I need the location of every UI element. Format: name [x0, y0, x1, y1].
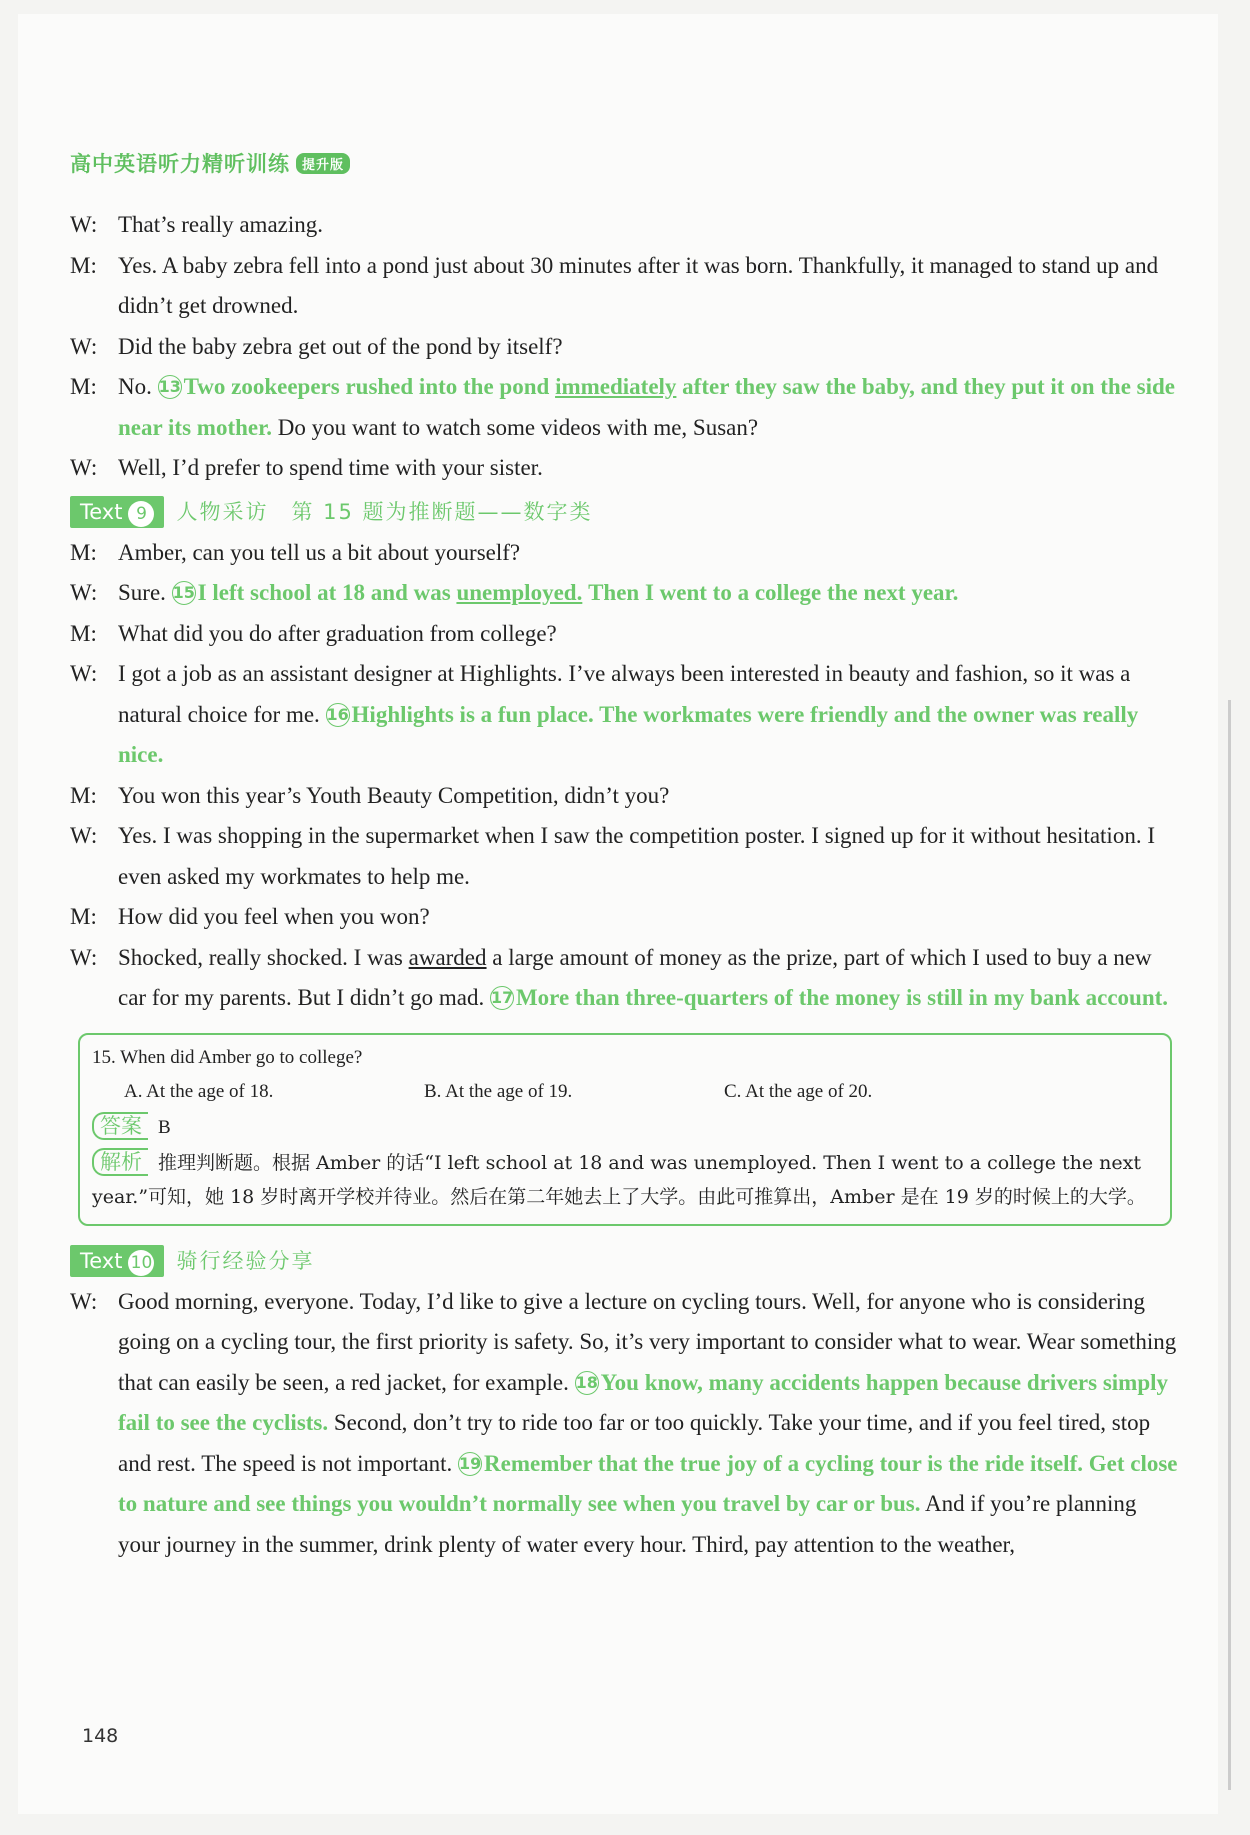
underlined-word: awarded — [408, 944, 487, 970]
dialog-line — [70, 654, 1180, 776]
explanation-label: 解析 — [92, 1148, 148, 1176]
answer-row — [92, 1109, 1158, 1145]
line-text: And if you’re planning your journey in the summer, drink plenty of water every hour. Third, pay attention to the weather, — [118, 1491, 1137, 1557]
line-text: Good morning, everyone. Today, I’d like to give a lecture on cycling tours. Well, for anyone who is considering going on a cycling tour, the first priority is safety. So, it’s very important to consider what to wear. Wear something that can easily be seen, a red jacket, for example. — [118, 1288, 1177, 1395]
line-text: Well, I’d prefer to spend time with your sister. — [118, 455, 543, 480]
section-heading-text10 — [70, 1240, 1180, 1280]
speaker: M: — [70, 904, 97, 929]
dialog-line — [70, 776, 1180, 817]
question-number-marker: 16 — [326, 703, 350, 727]
option-a: A. At the age of 18. — [124, 1080, 274, 1102]
question-number-marker: 13 — [158, 375, 182, 399]
key-word: unemployed. — [456, 580, 583, 605]
answer-value: B — [158, 1116, 171, 1138]
line-text: Yes. A baby zebra fell into a pond just about 30 minutes after it was born. Thankfully, it managed to stand up and didn’t get drowned. — [118, 252, 1159, 318]
line-text: Shocked, really shocked. I was — [118, 944, 403, 970]
edition-badge: 提升版 — [296, 153, 350, 174]
text-tag: Text 9 — [70, 496, 164, 528]
key-sentence: More than three-quarters of the money is still in my bank account. — [515, 985, 1169, 1010]
speaker: W: — [70, 823, 98, 848]
question-number-marker: 19 — [458, 1452, 482, 1476]
key-sentence: Then I went to a college the next year. — [588, 580, 959, 605]
section-subtitle: 骑行经验分享 — [176, 1249, 315, 1274]
speaker: M: — [70, 620, 97, 646]
key-sentence: Remember that the true joy of a cycling tour is the ride itself. Get close to nature and see things you wouldn’t normally see when you travel by car or bus. — [118, 1450, 1178, 1516]
key-sentence: Two zookeepers rushed into the pond — [183, 374, 550, 399]
option-c: C. At the age of 20. — [724, 1080, 873, 1102]
line-text: What did you do after graduation from college? — [118, 620, 557, 646]
speaker: W: — [70, 455, 98, 480]
line-text: Do you want to watch some videos with me, Susan? — [277, 414, 759, 440]
section-heading-text9 — [70, 491, 1180, 531]
dialog-line — [70, 573, 1180, 614]
key-word: immediately — [555, 374, 677, 399]
book-title-text: 高中英语听力精听训练 — [70, 152, 290, 176]
line-text: Sure. — [118, 580, 166, 605]
line-text: I got a job as an assistant designer at Highlights. I’ve always been interested in beauty and fashion, so it was a natural choice for me. — [118, 661, 1131, 727]
dialog-line — [70, 816, 1180, 897]
dialog-line — [70, 614, 1180, 655]
line-text: Yes. I was shopping in the supermarket when I saw the competition poster. I signed up for it without hesitation. I even asked my workmates to help me. — [118, 823, 1155, 889]
speaker: M: — [70, 252, 97, 278]
dialog-line — [70, 533, 1180, 574]
speaker: W: — [70, 944, 98, 970]
line-text: Second, don’t try to ride too far or too quickly. Take your time, and if you feel tired, stop and rest. The speed is not important. — [118, 1410, 1151, 1476]
line-text: That’s really amazing. — [118, 212, 324, 237]
key-sentence: I left school at 18 and was — [197, 580, 451, 605]
text-number: 9 — [128, 501, 154, 527]
question-number-marker: 15 — [172, 581, 196, 605]
dialog-line — [70, 1282, 1180, 1566]
line-text: a large amount of money as the prize, part of which I used to buy a new car for my parents. But I didn’t go mad. — [118, 944, 1152, 1010]
speaker: M: — [70, 539, 97, 565]
question-box — [78, 1033, 1172, 1226]
key-sentence: after they saw the baby, and they put it on the side near its mother. — [118, 374, 1176, 440]
section-subtitle: 人物采访 第 15 题为推断题——数字类 — [176, 500, 593, 525]
speaker: W: — [70, 1288, 98, 1314]
question-number-marker: 17 — [490, 986, 514, 1010]
speaker: W: — [70, 333, 98, 359]
dialog-line — [70, 246, 1180, 327]
speaker: M: — [70, 374, 97, 399]
line-text: No. — [118, 374, 152, 399]
speaker: W: — [70, 661, 98, 686]
question-options — [92, 1075, 1158, 1109]
answer-label: 答案 — [92, 1112, 148, 1140]
line-text: You won this year’s Youth Beauty Competition, didn’t you? — [118, 782, 670, 808]
text-tag: Text 10 — [70, 1245, 164, 1277]
speaker: M: — [70, 782, 97, 808]
explanation-row — [92, 1145, 1158, 1214]
line-text: Did the baby zebra get out of the pond by itself? — [118, 333, 563, 359]
dialog-line — [70, 897, 1180, 938]
line-text: How did you feel when you won? — [118, 904, 430, 929]
page-edge — [1228, 700, 1231, 1790]
line-text: Amber, can you tell us a bit about yourself? — [118, 539, 521, 565]
dialog-line — [70, 448, 1180, 489]
dialog-line — [70, 205, 1180, 246]
key-sentence: Highlights is a fun place. The workmates were friendly and the owner was really nice. — [118, 701, 1139, 767]
key-sentence: You know, many accidents happen because drivers simply fail to see the cyclists. — [118, 1369, 1169, 1435]
page-number: 148 — [82, 1725, 119, 1747]
speaker: W: — [70, 212, 98, 237]
speaker: W: — [70, 580, 98, 605]
question-stem: 15. When did Amber go to college? — [92, 1046, 363, 1068]
book-title — [70, 148, 350, 178]
dialog-line — [70, 367, 1180, 448]
main-content — [70, 205, 1180, 1565]
dialog-line — [70, 938, 1180, 1019]
explanation-text: 推理判断题。根据 Amber 的话“I left school at 18 and was unemployed. Then I went to a college the next year.”可知，她 18 岁时离开学校并待业。然后在第二年她去上了大学。由此可推算出，Amber 是在 19 岁的时候上的大学。 — [92, 1151, 1146, 1208]
text-number: 10 — [128, 1250, 154, 1276]
dialog-line — [70, 327, 1180, 368]
option-b: B. At the age of 19. — [424, 1080, 573, 1102]
question-number-marker: 18 — [575, 1371, 599, 1395]
